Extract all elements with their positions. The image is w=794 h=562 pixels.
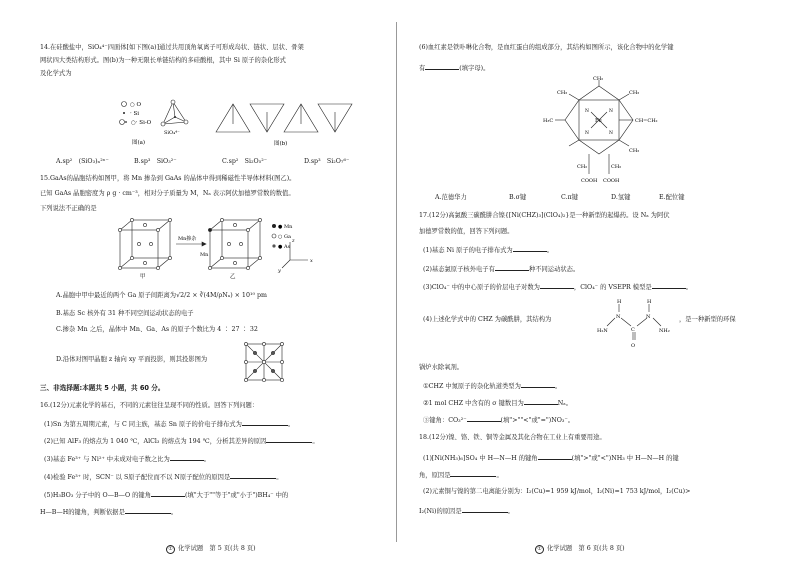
q14-stem-1: 14.在硅酸盐中，SiO₄⁴⁻四面体[如下图(a)]通过共用顶角氧离子可形成岛状、链状、层状、骨架 xyxy=(40,44,304,51)
legend-ga: ○ Ga xyxy=(278,234,291,240)
right-page: (6)血红素是铁卟啉化合物，是血红蛋白的组成部分，其结构如图所示，该化合物中的化学键 有 (填字母)。 CH₂ CH₃ CH=CH₂ CH₃ CH₂ CH₂ COOH COOH Fe N N N N H₃C CH₃ A.范德华力 B.σ键 C.π键 D.氢键 E.配位键 17.(12分)高氯酸三碳酰肼合镍{[Ni(CHZ)₃](ClO₄)₂}是一种新型的起爆药。设 Nₐ 为阿伏 加德罗常数的值，回答下列问题。 (1)基态 Ni 原子的电子排布式为 。 (2)基态氯原子核外电子有 种不同运动状态。 (3)ClO₄⁻ 中的中心原子的价层电子对数为 ，ClO₄⁻ 的 VSEPR 模型是 。 (4)上述化学式中的 CHZ 为碳酰肼，其结构为 H H N N H₂N NH₂ C O ，是一种新型的环保 锅炉水除氧剂。 ①CHZ 中氮原子的杂化轨道类型为 。 ②1 mol CHZ 中含有的 σ 键数目为 Nₐ。 ③键角：CO₃²⁻ (填">""<"或"=")NO₃⁻。 18.(12分)镍、铬、铁、铜等金属及其化合物在工业上有重要用途。 (1)[Ni(NH₃)₆]SO₄ 中 H—N—H 的键角 (填">"或"<")NH₃ 中 H—N—H 的键 角，原因是 。 (2)元素铜与镍的第二电离能分别为：I₂(Cu)=1 959 kJ/mol，I₂(Ni)=1 753 kJ/mol，I₂(Cu)> I₂(Ni)的原因是 。 ① 化学试题 第 6 页(共 8 页) xyxy=(419,44,736,552)
legend-mn: ● Mn xyxy=(278,224,293,230)
footer-mark: ① xyxy=(535,545,544,554)
q17-2-answer-blank[interactable] xyxy=(495,264,529,271)
svg-text:CH₂: CH₂ xyxy=(577,164,588,170)
q15-option-b[interactable]: B.基态 Sc 核外有 31 种不同空间运动状态的电子 xyxy=(56,310,194,317)
svg-text:N: N xyxy=(609,109,613,114)
q16-5-reason-blank[interactable] xyxy=(125,507,171,514)
q16-part-3: (3)基态 Fe³⁺ 与 Ni²⁺ 中未成对电子数之比为 xyxy=(44,456,170,463)
left-footer: ① 化学试题 第 5 页(共 8 页) xyxy=(166,543,256,554)
q14-option-c[interactable]: C.sp² Si₂O₅²⁻ xyxy=(222,158,268,165)
svg-text:O: O xyxy=(631,343,636,349)
q14-figure-a xyxy=(118,98,198,148)
q16-part-1: (1)Sn 为第五周期元素，与 C 同主族，基态 Sn 原子的价电子排布式为 xyxy=(44,421,242,428)
legend-sio4: SiO₄⁴⁻ xyxy=(164,130,180,136)
q17-3a-answer-blank[interactable] xyxy=(540,282,574,289)
q18-1-reason-blank[interactable] xyxy=(450,470,496,477)
q14-option-d[interactable]: D.sp³ Si₂O₇⁶⁻ xyxy=(304,158,350,165)
svg-text:N: N xyxy=(585,109,589,114)
q16-6-option-e[interactable]: E.配位键 xyxy=(659,194,685,201)
q14-figure-b xyxy=(212,96,360,148)
svg-text:N: N xyxy=(616,314,621,320)
q15-stem-3: 下列说法不正确的是 xyxy=(40,205,97,212)
svg-text:CH₂: CH₂ xyxy=(593,76,604,82)
legend-sio: ○· Si-O xyxy=(131,120,152,126)
q14-option-b[interactable]: B.sp³ SiO₃²⁻ xyxy=(134,158,177,165)
q16-6-option-d[interactable]: D.氢键 xyxy=(611,194,631,201)
svg-text:CH₂: CH₂ xyxy=(611,164,622,170)
svg-text:COOH: COOH xyxy=(603,178,620,184)
q14-option-a[interactable]: A.sp² (SiO₃)ₙ²ⁿ⁻ xyxy=(56,158,109,165)
q17-1-answer-blank[interactable] xyxy=(513,245,547,252)
caption-a: 图(a) xyxy=(132,140,146,146)
q16-part-5c: H—B—H的键角，判断依据是 xyxy=(40,509,125,516)
q18-part-2a: (2)元素铜与镍的第二电离能分别为：I₂(Cu)=1 959 kJ/mol，I₂(Ni)=1 753 kJ/mol，I₂(Cu)> xyxy=(423,488,691,495)
q18-1-answer-blank[interactable] xyxy=(538,453,572,460)
q17-stem-2: 加德罗常数的值，回答下列问题。 xyxy=(419,228,514,235)
q16-6-stem: (6)血红素是铁卟啉化合物，是血红蛋白的组成部分，其结构如图所示，该化合物中的化学键 xyxy=(419,44,674,51)
q16-stem: 16.(12分)元素化学的基石，不同的元素往往呈现不同的性质。回答下列问题： xyxy=(40,402,259,409)
q14-stem-3: 及化学式为 xyxy=(40,70,72,77)
chz-structure-figure xyxy=(597,296,677,352)
label-yi: 乙 xyxy=(230,274,236,280)
q17-part-4a: (4)上述化学式中的 CHZ 为碳酰肼，其结构为 xyxy=(423,316,552,323)
caption-b: 图(b) xyxy=(274,141,288,147)
q17-3b-answer-blank[interactable] xyxy=(652,282,686,289)
svg-text:y: y xyxy=(278,268,281,274)
q16-6-answer-blank[interactable] xyxy=(425,63,459,70)
q16-1-answer-blank[interactable] xyxy=(242,419,288,426)
svg-text:x: x xyxy=(310,258,313,264)
q16-6-option-a[interactable]: A.范德华力 xyxy=(435,194,467,201)
svg-text:CH₃: CH₃ xyxy=(629,90,640,96)
legend-as: ● As xyxy=(278,244,291,250)
q15-stem-1: 15.GaAs的晶胞结构如图甲，将 Mn 掺杂到 GaAs 的晶体中得到稀磁性半导体材料(图乙)。 xyxy=(40,175,296,182)
q15-option-d[interactable]: D.沿体对图甲晶胞 z 轴向 xy 平面投影，则其投影图为 xyxy=(56,356,208,363)
q16-3-answer-blank[interactable] xyxy=(170,454,204,461)
label-jia: 甲 xyxy=(140,274,146,280)
q17-part-4b: ，是一种新型的环保 xyxy=(679,316,736,323)
right-footer: ① 化学试题 第 6 页(共 8 页) xyxy=(535,543,625,554)
q15-option-a[interactable]: A.晶胞中甲中最近的两个 Ga 原子间距离为√2/2 × ∛(4M/ρNₐ) × 10¹⁰ pm xyxy=(56,292,267,299)
q14-stem-2: 网状四大类结构形式。图(b)为一种无限长单链结构的多硅酸根，其中 Si 原子的杂化形式 xyxy=(40,57,286,64)
q15-stem-2: 已知 GaAs 晶胞密度为 ρ g · cm⁻³，相对分子质量为 M，Nₐ 表示阿伏加德罗常数的数值。 xyxy=(40,190,295,197)
footer-mark: ① xyxy=(166,545,175,554)
q16-6-option-c[interactable]: C.π键 xyxy=(561,194,579,201)
svg-text:N: N xyxy=(585,131,589,136)
q18-2-answer-blank[interactable] xyxy=(462,506,508,513)
svg-text:CH=CH₂: CH=CH₂ xyxy=(635,118,658,124)
label-mn: Mn xyxy=(200,252,209,258)
q15-option-c[interactable]: C.掺杂 Mn 之后，晶体中 Mn、Ga、As 的原子个数比为 4 ∶ 27 ∶ 32 xyxy=(56,326,258,333)
q16-4-answer-blank[interactable] xyxy=(230,472,276,479)
svg-text:CH₃: CH₃ xyxy=(629,148,640,154)
q15-crystal-figure xyxy=(112,214,322,280)
q17-part-4c: 锅炉水除氧剂。 xyxy=(419,364,464,371)
svg-text:H₃C: H₃C xyxy=(543,118,554,124)
q17-s3-answer-blank[interactable] xyxy=(467,415,501,422)
section-3-title: 三、非选择题:本题共 5 小题，共 60 分。 xyxy=(40,384,165,392)
svg-text:z: z xyxy=(292,238,295,244)
svg-text:N: N xyxy=(609,131,613,136)
legend-si: · Si xyxy=(130,111,140,117)
q16-6-option-b[interactable]: B.σ键 xyxy=(509,194,527,201)
q17-stem-1: 17.(12分)高氯酸三碳酰肼合镍{[Ni(CHZ)₃](ClO₄)₂}是一种新型的起爆药。设 Nₐ 为阿伏 xyxy=(419,212,670,219)
q16-5-answer-blank[interactable] xyxy=(151,490,185,497)
svg-text:C: C xyxy=(631,327,635,333)
q17-s1-answer-blank[interactable] xyxy=(521,381,555,388)
legend-o: ○ O xyxy=(130,102,142,108)
q17-s2-answer-blank[interactable] xyxy=(524,398,558,405)
label-mn-dope: Mn掺杂 xyxy=(178,236,197,242)
svg-text:N: N xyxy=(646,314,651,320)
svg-text:COOH: COOH xyxy=(581,178,598,184)
svg-text:H: H xyxy=(617,299,622,305)
q16-part-2: (2)已知 AlF₃ 的熔点为 1 040 ℃，AlCl₃ 的熔点为 194 ℃，分析其差异的原因 xyxy=(44,438,267,445)
q16-part-5b: (填"大于""等于"或"小于")BH₄⁻ 中的 xyxy=(185,492,289,499)
svg-text:Fe: Fe xyxy=(595,118,602,124)
svg-text:H: H xyxy=(647,299,652,305)
svg-text:NH₂: NH₂ xyxy=(659,328,670,334)
heme-structure-figure xyxy=(533,76,673,186)
left-page: 14.在硅酸盐中，SiO₄⁴⁻四面体[如下图(a)]通过共用顶角氧离子可形成岛状、链状、层状、骨架 网状四大类结构形式。图(b)为一种无限长单链结构的多硅酸根，其中 Si 原子的杂化形式 及化学式为 ○ O · Si ○· Si-O SiO₄⁴⁻ 图(a) 图(b) A.sp² (SiO₃)ₙ²ⁿ⁻ B.sp³ SiO₃²⁻ C.sp² Si₂O₅²⁻ D.sp³ Si₂O₇⁶⁻ 15.GaAs的晶胞结构如图甲，将 Mn 掺杂到 GaAs 的晶体中得到稀磁性半导体材料(图乙)。 已知 GaAs 晶胞密度为 ρ g · cm⁻³，相对分子质量为 M，Nₐ 表示阿伏加德罗常数的数值。 下列说法不正确的是 Mn掺杂 Mn ● Mn ○ Ga ● As x y z 甲 乙 A.晶胞中甲中最近的两个 Ga 原子间距离为√2/2 × ∛(4M/ρNₐ) × 10¹⁰ pm B.基态 Sc 核外有 31 种不同空间运动状态的电子 C.掺杂 Mn 之后，晶体中 Mn、Ga、As 的原子个数比为 4 ∶ 27 ∶ 32 D.沿体对图甲晶胞 z 轴向 xy 平面投影，则其投影图为 三、非选择题:本题共 5 小题，共 60 分。 16.(12分)元素化学的基石，不同的元素往往呈现不同的性质。回答下列问题： (1)Sn 为第五周期元素，与 C 同主族，基态 Sn 原子的价电子排布式为 。 (2)已知 AlF₃ 的熔点为 1 040 ℃，AlCl₃ 的熔点为 194 ℃，分析其差异的原因 。 (3)基态 Fe³⁺ 与 Ni²⁺ 中未成对电子数之比为 。 (4)检验 Fe³⁺ 时，SCN⁻ 以 S原子配位而不以 N原子配位的原因是 。 (5)H₃BO₃ 分子中的 O—B—O 的键角 (填"大于""等于"或"小于")BH₄⁻ 中的 H—B—H的键角，判断依据是 。 ① 化学试题 第 5 页(共 8 页) xyxy=(0,0,397,562)
q16-part-4: (4)检验 Fe³⁺ 时，SCN⁻ 以 S原子配位而不以 N原子配位的原因是 xyxy=(44,474,231,481)
svg-text:H₂N: H₂N xyxy=(597,328,608,334)
q15-projection-figure xyxy=(244,342,284,382)
svg-text:CH₃: CH₃ xyxy=(557,90,568,96)
q16-2-answer-blank[interactable] xyxy=(266,436,312,443)
q18-stem: 18.(12分)镍、铬、铁、铜等金属及其化合物在工业上有重要用途。 xyxy=(419,434,606,441)
q16-part-5a: (5)H₃BO₃ 分子中的 O—B—O 的键角 xyxy=(44,492,151,499)
